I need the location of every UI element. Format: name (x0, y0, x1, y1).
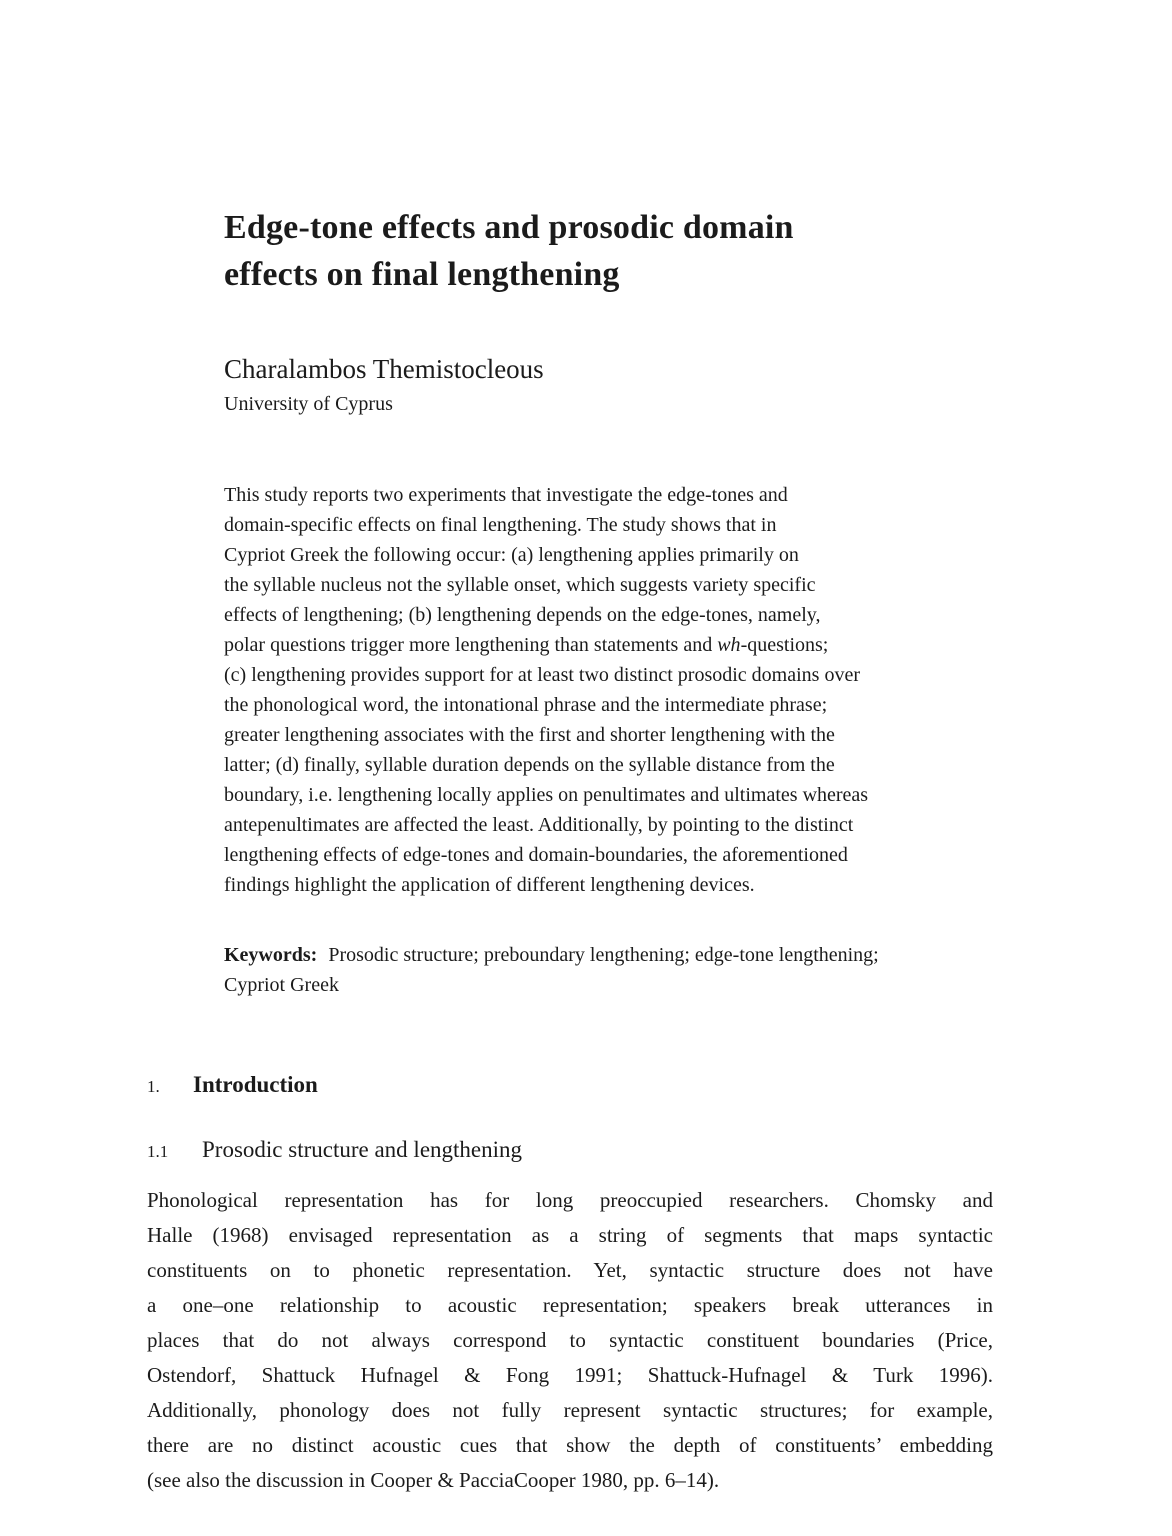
subsection-heading-prosodic-structure (147, 1135, 522, 1167)
author-name: Charalambos Themistocleous (224, 354, 544, 384)
section-heading-introduction (147, 1070, 318, 1102)
subsection-number: 1.1 (147, 1142, 169, 1161)
keywords-text: Prosodic structure; preboundary lengthening; edge-tone lengthening; (328, 944, 879, 966)
keywords-line-2: Cypriot Greek (224, 974, 339, 996)
section-number: 1. (147, 1077, 160, 1096)
body-paragraph: Phonological representation has for long preoccupied researchers. Chomsky and Halle (1968) envisaged representation as a string of segments that maps syntactic constituents on to phonetic representation. Yet, syntactic structure does not have a one–one relationship to acoustic representation; speakers break utterances in places that do not always correspond to syntactic constituent boundaries (Price, Ostendorf, Shattuck Hufnagel & Fong 1991; Shattuck-Hufnagel & Turk 1996). Additionally, phonology does not fully represent syntactic structures; for example, there are no distinct acoustic cues that show the depth of constituents’ embedding (see also the discussion in Cooper & PacciaCooper 1980, pp. 6–14). (147, 1188, 993, 1492)
author-affiliation: University of Cyprus (224, 393, 393, 415)
abstract-text: This study reports two experiments that investigate the edge-tones and domain-specific effects on final lengthening. The study shows that in Cypriot Greek the following occur: (a) lengthening applies primarily on the syllable nucleus not the syllable onset, which suggests variety specific effects of lengthening; (b) lengthening depends on the edge-tones, namely, polar questions trigger more lengthening than statements and wh-questions; (c) lengthening provides support for at least two distinct prosodic domains over the phonological word, the intonational phrase and the intermediate phrase; greater lengthening associates with the first and shorter lengthening with the latter; (d) finally, syllable duration depends on the syllable distance from the boundary, i.e. lengthening locally applies on penultimates and ultimates whereas antepenultimates are affected the least. Additionally, by pointing to the distinct lengthening effects of edge-tones and domain-boundaries, the aforementioned findings highlight the application of different lengthening devices. (224, 484, 869, 896)
keywords-line-1 (224, 940, 1014, 970)
page-title: Edge-tone effects and prosodic domain effects on final lengthening (224, 209, 794, 293)
keywords-label: Keywords: (224, 944, 318, 966)
section-title: Introduction (193, 1072, 318, 1097)
keywords-block (224, 940, 1014, 1000)
subsection-title: Prosodic structure and lengthening (202, 1137, 523, 1162)
